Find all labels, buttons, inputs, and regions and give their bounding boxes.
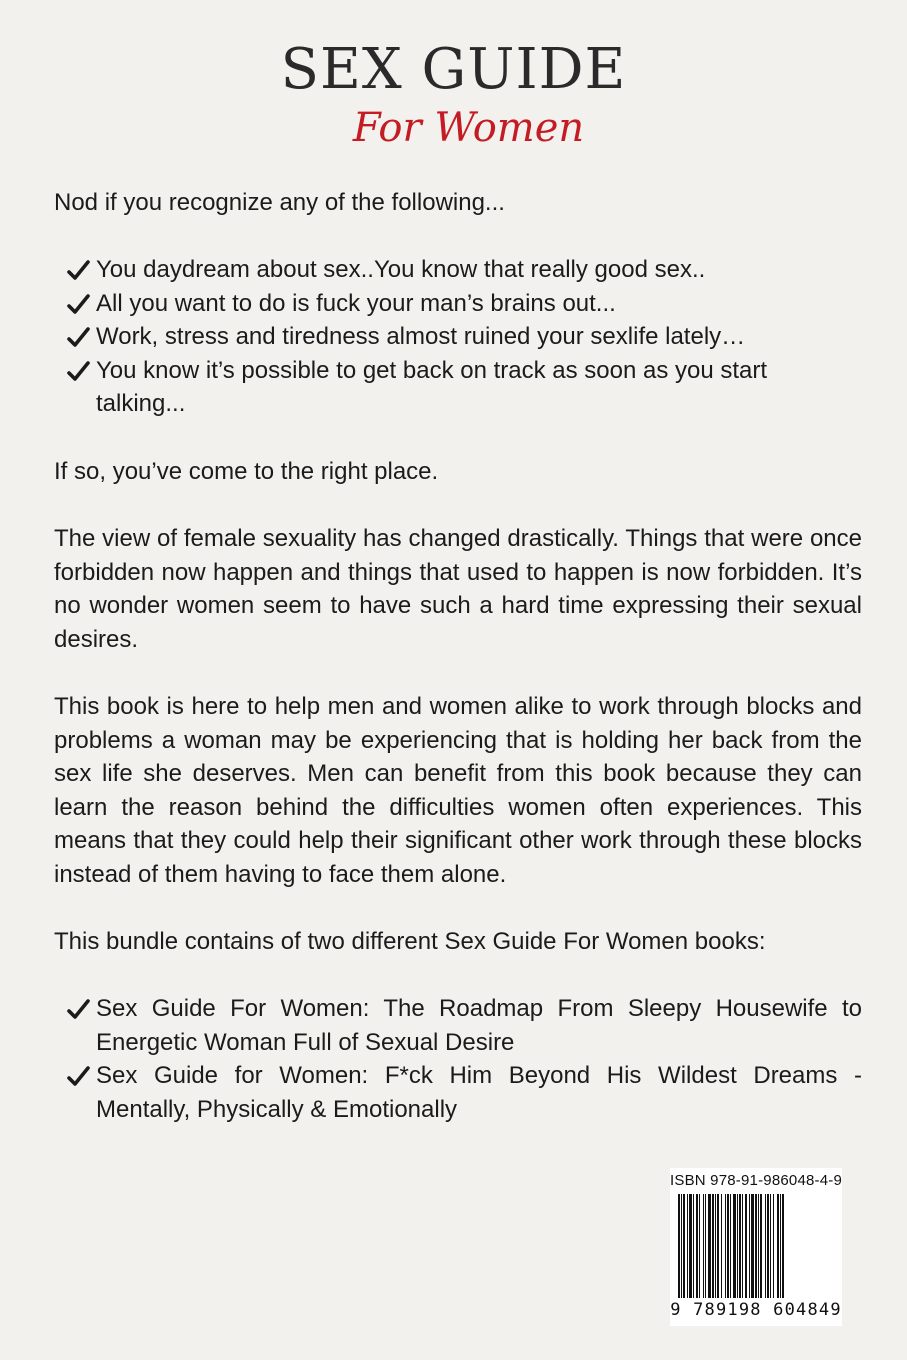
- checkmark-icon: [66, 287, 92, 320]
- list-item-text: Work, stress and tiredness almost ruined your sexlife lately…: [96, 323, 746, 351]
- checkmark-icon: [66, 253, 92, 286]
- paragraph-text: If so, you’ve come to the right place.: [54, 458, 439, 485]
- paragraph-if-so: [54, 455, 862, 489]
- paragraph-bundle: [54, 925, 862, 959]
- checkmark-icon: [66, 354, 92, 387]
- list-item: [54, 287, 862, 321]
- checkmark-icon: [66, 992, 92, 1025]
- list-item: [54, 354, 862, 421]
- list-item-text: All you want to do is fuck your man’s brains out...: [96, 289, 616, 317]
- checklist-bundle-books: [54, 992, 862, 1126]
- checklist-recognize: [54, 253, 862, 421]
- paragraph-text: This book is here to help men and women alike to work through blocks and problems a woman may be experiencing that is holding her back from the sex life she deserves. Men can benefit from this book because they can learn the reason behind the difficulties women often experiences. This means that they could help their significant other work through these blocks instead of them having to face them alone.: [54, 693, 862, 888]
- list-item-text: You daydream about sex..You know that really good sex..: [96, 256, 706, 283]
- logo-subtitle: For Women: [352, 105, 585, 151]
- checkmark-icon: [66, 320, 92, 353]
- list-item: [54, 253, 862, 287]
- paragraph-text: This bundle contains of two different Sex Guide For Women books:: [54, 928, 766, 955]
- list-item-text: You know it’s possible to get back on track as soon as you start talking...: [96, 356, 768, 418]
- list-item: [54, 320, 862, 354]
- paragraph-view: [54, 522, 862, 656]
- list-item: [54, 1059, 862, 1126]
- paragraph-text: The view of female sexuality has changed drastically. Things that were once forbidden now happen and things that used to happen is now forbidden. It’s no wonder women seem to have such a hard time expressing their sexual desires.: [54, 525, 862, 653]
- barcode-digits: 9 789198 604849: [670, 1300, 842, 1320]
- barcode-icon: [676, 1194, 836, 1300]
- isbn-barcode: [670, 1168, 842, 1326]
- list-item: [54, 992, 862, 1059]
- isbn-label: ISBN 978-91-986048-4-9: [670, 1172, 843, 1189]
- list-item-text: Sex Guide for Women: F*ck Him Beyond His Wildest Dreams - Mentally, Physically & Emotionally: [96, 1062, 862, 1123]
- intro-text: Nod if you recognize any of the following...: [54, 189, 505, 216]
- logo-title: SEX GUIDE: [280, 37, 627, 102]
- logo: [0, 38, 907, 158]
- list-item-text: Sex Guide For Women: The Roadmap From Sleepy Housewife to Energetic Woman Full of Sexual Desire: [96, 995, 862, 1056]
- checkmark-icon: [66, 1059, 92, 1092]
- paragraph-book: [54, 690, 862, 892]
- intro-paragraph: [54, 186, 862, 220]
